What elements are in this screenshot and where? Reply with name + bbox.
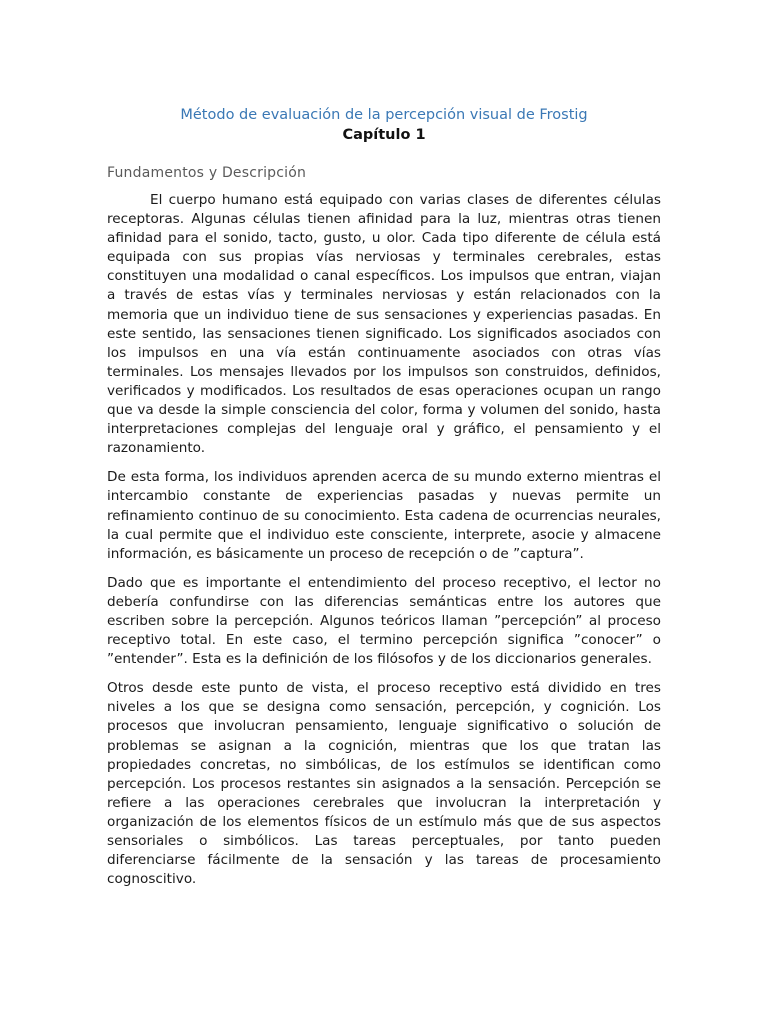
chapter-heading: Capítulo 1: [342, 127, 426, 143]
body-paragraph: De esta forma, los individuos aprenden acerca de su mundo externo mientras el intercambio constante de experiencias pasadas y nuevas permite un refinamiento continuo de su conocimiento. Esta cadena de ocurrencias neurales, la cual permite que el individuo este consciente, interprete, asocie y almacene información, es básicamente un proceso de recepción o de ”captura”.: [107, 469, 661, 562]
body-paragraph: Dado que es importante el entendimiento del proceso receptivo, el lector no debería confundirse con las diferencias semánticas entre los autores que escriben sobre la percepción. Algunos teóricos llaman ”percepción” al proceso receptivo total. En este caso, el termino percepción significa ”conocer” o ”entender”. Esta es la definición de los filósofos y de los diccionarios generales.: [107, 574, 661, 668]
section-heading: Fundamentos y Descripción: [107, 165, 307, 181]
body-paragraph: El cuerpo humano está equipado con varias clases de diferentes células receptoras. Algunas células tienen afinidad para la luz, mientras otras tienen afinidad para el sonido, tacto, gusto, u olor. Cada tipo diferente de célula está equipada con sus propias vías nerviosas y terminales cerebrales, estas constituyen una modalidad o canal específicos. Los impulsos que entran, viajan a través de estas vías y terminales nerviosas y están relacionados con la memoria que un individuo tiene de sus sensaciones y experiencias pasadas. En este sentido, las sensaciones tienen significado. Los significados asociados con los impulsos en una vía están continuamente asociados con otras vías terminales. Los mensajes llevados por los impulsos son construidos, definidos, verificados y modificados. Los resultados de esas operaciones ocupan un rango que va desde la simple consciencia del color, forma y volumen del sonido, hasta interpretaciones complejas del lenguaje oral y gráfico, el pensamiento y el razonamiento.: [107, 192, 661, 457]
body-paragraph: Otros desde este punto de vista, el proceso receptivo está dividido en tres niveles a los que se designa como sensación, percepción, y cognición. Los procesos que involucran pensamiento, lenguaje significativo o solución de problemas se asignan a la cognición, mientras que los que tratan las propiedades concretas, no simbólicas, de los estímulos se identifican como percepción. Los procesos restantes sin asignados a la sensación. Percepción se refiere a las operaciones cerebrales que involucran la interpretación y organización de los elementos físicos de un estímulo más que de sus aspectos sensoriales o simbólicos. Las tareas perceptuales, por tanto pueden diferenciarse fácilmente de la sensación y las tareas de procesamiento cognoscitivo.: [107, 680, 661, 888]
document-page: [107, 105, 661, 899]
document-title: Método de evaluación de la percepción visual de Frostig: [180, 107, 588, 123]
